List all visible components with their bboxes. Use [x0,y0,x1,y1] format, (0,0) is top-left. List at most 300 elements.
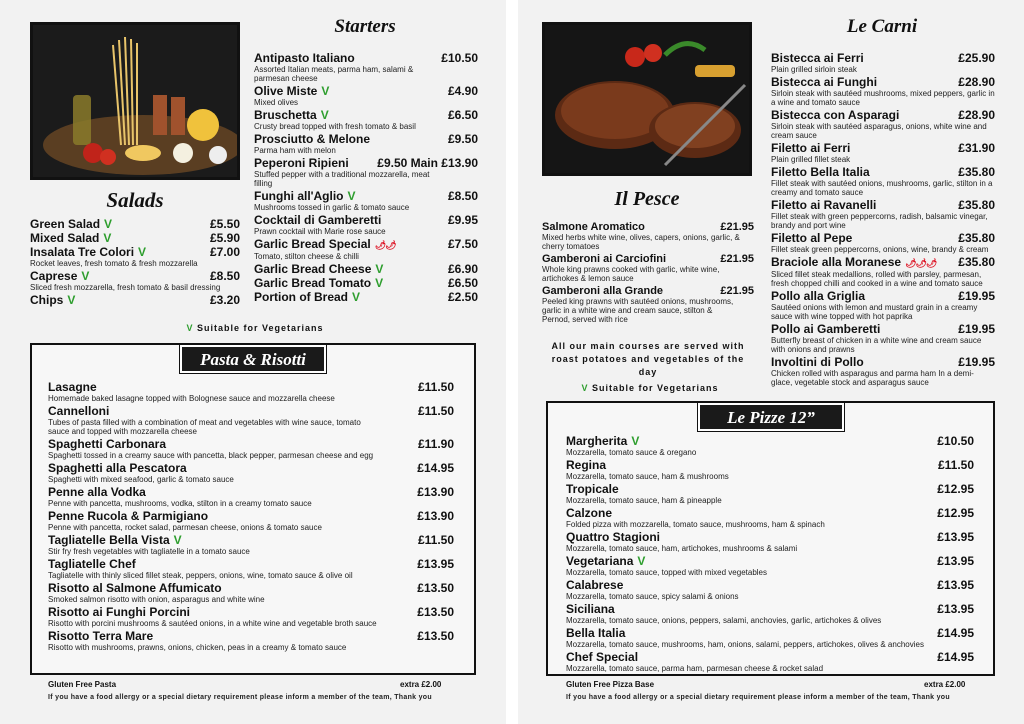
pesce-list [542,221,754,326]
menu-item [254,263,478,276]
menu-item-row [542,285,754,297]
menu-item-name-group [30,270,89,283]
menu-item-price: £7.00 [209,245,240,259]
menu-item-description: Crusty bread topped with fresh tomato & basil [254,122,416,131]
menu-item [566,507,974,529]
menu-item [48,405,454,436]
menu-item-name: Penne alla Vodka [48,485,146,499]
menu-item-row [30,232,240,245]
menu-item-name: Calzone [566,506,613,520]
menu-item-row [254,238,478,252]
menu-item [48,438,454,460]
menu-item-row [771,199,995,212]
menu-item-name-group [48,486,146,499]
menu-item-name: Gamberoni alla Grande [542,285,664,297]
menu-item [566,627,974,649]
menu-item-description: Parma ham with melon [254,146,336,155]
menu-item [30,246,240,268]
menu-item-price: £35.80 [958,165,995,179]
menu-item [771,142,995,164]
menu-item-price: £10.50 [441,51,478,65]
vegetarian-icon: V [321,84,330,98]
menu-item-price: £35.80 [958,231,995,245]
menu-item-description: Plain grilled fillet steak [771,155,851,164]
menu-item-row [254,109,478,122]
menu-item-row [771,256,995,270]
menu-item-row [254,157,478,170]
pasta-banner: Pasta & Risotti [180,345,326,373]
vegetarian-icon: V [375,276,384,290]
menu-item-price: £9.95 [447,213,478,227]
menu-item-name: Filetto Bella Italia [771,165,870,179]
pesce-title: Il Pesce [614,188,680,210]
menu-item [48,606,454,628]
menu-item-row [566,603,974,616]
menu-item [566,531,974,553]
menu-item [254,214,478,236]
menu-item [566,459,974,481]
menu-item [48,534,454,556]
menu-item-description: Stir fry fresh vegetables with tagliatelle in a tomato sauce [48,547,250,556]
menu-item-price: £4.90 [447,84,478,98]
menu-item-description: Folded pizza with mozzarella, tomato sauce, mushrooms, ham & spinach [566,520,825,529]
menu-item [254,190,478,212]
menu-item-description: Mixed olives [254,98,299,107]
menu-item-price: £5.50 [209,217,240,231]
menu-item-description: Plain grilled sirloin steak [771,65,857,74]
menu-item-name-group [254,238,396,252]
menu-item-name: Mixed Salad [30,231,100,245]
veg-note-text: Suitable for Vegetarians [196,323,324,333]
menu-item-name-group [48,462,187,475]
menu-item-row [254,263,478,276]
menu-item-name-group [566,579,623,592]
veg-note [30,322,476,335]
menu-item-row [254,277,478,290]
menu-item-price: £21.95 [720,285,754,297]
gluten-free-pizza-price: extra £2.00 [924,680,966,689]
menu-item-description: Tomato, stilton cheese & chilli [254,252,359,261]
menu-item-price: £13.50 [417,581,454,595]
menu-item-description: Fillet steak with green peppercorns, radish, balsamic vinegar, brandy and port wine [771,212,988,230]
menu-item [254,277,478,290]
menu-item-description: Tubes of pasta filled with a combination of meat and vegetables with wine sauce, tomato sauce and topped with mozzarella cheese [48,418,361,436]
menu-item [771,109,995,140]
menu-item-name: Caprese [30,269,78,283]
menu-item-name-group [771,76,877,89]
menu-item-row [566,435,974,448]
menu-item-name-group [771,199,876,212]
menu-item-description: Whole king prawns cooked with garlic, white wine, artichokes & lemon sauce [542,265,720,283]
starters-list [254,52,478,305]
menu-item-row [48,405,454,418]
chili-icon: 🌶🌶 [374,240,396,250]
menu-item-row [771,166,995,179]
menu-item-row [566,531,974,544]
menu-item-name-group [566,435,639,448]
menu-item-name: Olive Miste [254,84,318,98]
menu-item-description: Rocket leaves, fresh tomato & fresh mozzarella [30,259,198,268]
menu-item-row [48,534,454,547]
menu-item [542,285,754,324]
menu-item-name-group [771,232,852,245]
menu-item-name-group [566,483,619,496]
menu-item-description: Smoked salmon risotto with onion, asparagus and white wine [48,595,265,604]
menu-item-name: Risotto ai Funghi Porcini [48,605,190,619]
menu-item-name-group [254,263,383,276]
menu-item-name: Peperoni Ripieni [254,156,349,170]
menu-item-price: £35.80 [958,255,995,269]
menu-item-description: Spaghetti tossed in a creamy sauce with pancetta, black pepper, parmesan cheese and egg [48,451,374,460]
menu-item-name: Spaghetti alla Pescatora [48,461,187,475]
menu-item-name: Calabrese [566,578,624,592]
menu-item-name-group [254,214,381,227]
menu-item-row [254,85,478,98]
menu-item-price: £13.90 [417,485,454,499]
menu-item-name: Bistecca ai Ferri [771,51,864,65]
menu-item-row [566,627,974,640]
menu-item-name-group [30,232,111,245]
menu-item-name: Bella Italia [566,626,626,640]
menu-item-name: Lasagne [48,380,97,394]
menu-item [254,52,478,83]
menu-item-price: £14.95 [417,461,454,475]
menu-item-description: Sautéed onions with lemon and mustard grain in a creamy sauce with wine topped with hot paprika [771,303,978,321]
menu-item-name-group [48,630,153,643]
vegetarian-icon: V [81,269,90,283]
menu-item-price: £8.50 [209,269,240,283]
menu-item [254,157,478,188]
menu-item-row [542,253,754,265]
menu-item-price: £10.50 [937,434,974,448]
menu-item-price: £9.50 Main £13.90 [377,156,478,170]
menu-item [254,109,478,131]
menu-item-name: Prosciutto & Melone [254,132,371,146]
menu-item [566,651,974,673]
menu-item-price: £6.50 [447,276,478,290]
menu-item-name: Cannelloni [48,404,110,418]
menu-item [771,166,995,197]
menu-item-row [771,323,995,336]
menu-item-row [48,438,454,451]
pizze-banner: Le Pizze 12” [698,403,844,431]
menu-item-description: Mixed herbs white wine, olives, capers, onions, garlic, & cherry tomatoes [542,233,740,251]
menu-item-name: Margherita [566,434,628,448]
menu-item-row [48,381,454,394]
menu-item-row [566,651,974,664]
menu-item-name-group [48,606,190,619]
menu-item-description: Sliced fillet steak medallions, rolled with parsley, parmesan, fresh chopped chilli and cooked in a wine and tomato sauce [771,270,983,288]
menu-item [254,238,478,261]
menu-item-name-group [771,323,880,336]
menu-item-price: £6.50 [447,108,478,122]
menu-item-row [566,483,974,496]
menu-item [566,483,974,505]
menu-item-price: £13.95 [937,530,974,544]
menu-item-row [566,459,974,472]
carni-title: Le Carni [846,16,918,37]
menu-item-name: Tropicale [566,482,619,496]
menu-item-name: Cocktail di Gamberetti [254,213,382,227]
menu-item-name: Filetto al Pepe [771,231,853,245]
menu-item-row [30,294,240,307]
right-menu-page [518,0,1024,724]
menu-item-row [771,290,995,303]
menu-item-description: Penne with pancetta, mushrooms, vodka, stilton in a creamy tomato sauce [48,499,312,508]
menu-item-name-group [48,381,97,394]
menu-item [254,85,478,107]
menu-item-description: Chicken rolled with asparagus and parma ham In a demi-glace, vegetable stock and asparagus sauce [771,369,974,387]
menu-item-price: £7.50 [447,237,478,251]
menu-item-name-group [254,85,329,98]
menu-item-name-group [254,109,329,122]
menu-item-row [771,76,995,89]
menu-item-row [30,246,240,259]
menu-item-name: Portion of Bread [254,290,349,304]
menu-item-row [566,507,974,520]
menu-item-name: Risotto Terra Mare [48,629,154,643]
veg-note-right [542,382,754,395]
menu-item [566,555,974,577]
menu-item-name-group [254,133,370,146]
menu-item-name: Spaghetti Carbonara [48,437,167,451]
menu-item-name-group [566,507,612,520]
pasta-ingredients-photo [30,22,240,180]
menu-item [771,323,995,354]
menu-item-price: £13.50 [417,605,454,619]
menu-item-name: Risotto al Salmone Affumicato [48,581,222,595]
menu-item [566,435,974,457]
pasta-list [48,381,454,654]
menu-item-name-group [254,277,383,290]
vegetarian-icon: V [320,108,329,122]
menu-item-name-group [566,603,615,616]
vegetarian-icon: V [67,293,76,307]
menu-item-price: £28.90 [958,75,995,89]
menu-item-name: Siciliana [566,602,615,616]
menu-item-price: £31.90 [958,141,995,155]
menu-item-name: Filetto ai Ravanelli [771,198,877,212]
menu-item-description: Penne with pancetta, rocket salad, parmesan cheese, onions & tomato sauce [48,523,322,532]
menu-item-row [254,190,478,203]
menu-item-name: Green Salad [30,217,101,231]
menu-item-price: £25.90 [958,51,995,65]
menu-item-name-group [48,405,109,418]
menu-item-name: Pollo ai Gamberetti [771,322,881,336]
menu-item-row [542,221,754,233]
menu-item-row [254,52,478,65]
menu-item-name-group [771,290,865,303]
vegetarian-icon: V [104,217,113,231]
menu-item-name: Salmone Aromatico [542,221,645,233]
menu-item [48,486,454,508]
vegetarian-icon: V [352,290,361,304]
allergy-note-right: If you have a food allergy or a special dietary requirement please inform a member of the team, Thank you [566,694,950,701]
menu-item-name-group [48,438,166,451]
menu-item-name-group [48,534,182,547]
menu-item-description: Mozzarella, tomato sauce, topped with mixed vegetables [566,568,767,577]
gluten-free-pasta: Gluten Free Pasta [48,680,117,689]
menu-item [30,270,240,292]
menu-item-name-group [771,256,936,270]
vegetarian-icon: V [347,189,356,203]
menu-item-description: Tagliatelle with thinly sliced fillet steak, peppers, onions, wine, tomato sauce & olive oil [48,571,353,580]
menu-item-description: Sirloin steak with sautéed asparagus, onions, white wine and cream sauce [771,122,987,140]
menu-item-price: £11.50 [937,458,974,472]
menu-item-name-group [566,555,645,568]
menu-item-description: Mozzarella, tomato sauce, ham, artichokes, mushrooms & salami [566,544,798,553]
menu-item-row [771,52,995,65]
menu-item-name-group [48,558,136,571]
allergy-note: If you have a food allergy or a special dietary requirement please inform a member of the team, Thank you [48,694,432,701]
menu-item-price: £8.50 [447,189,478,203]
vegetarian-icon: V [375,262,384,276]
menu-item-row [48,606,454,619]
menu-item-name-group [542,285,663,297]
menu-item-row [771,232,995,245]
vegetarian-icon: V [103,231,112,245]
menu-item-row [48,486,454,499]
menu-item-description: Spaghetti with mixed seafood, garlic & tomato sauce [48,475,234,484]
menu-item [30,294,240,307]
menu-item-name-group [30,218,112,231]
menu-item-name-group [771,356,864,369]
menu-item-name: Insalata Tre Colori [30,245,135,259]
carni-list [771,52,995,389]
menu-item-name-group [542,221,645,233]
pizze-list [566,435,974,675]
menu-item-description: Mozzarella, tomato sauce, ham & mushrooms [566,472,729,481]
menu-item-name: Filetto ai Ferri [771,141,851,155]
menu-item-price: £11.50 [417,404,454,418]
menu-item-name: Involtini di Pollo [771,355,864,369]
menu-item-price: £9.50 [447,132,478,146]
menu-item-name: Funghi all'Aglio [254,189,344,203]
menu-item-name-group [48,510,208,523]
menu-item-description: Mozzarella, tomato sauce, mushrooms, ham, onions, salami, peppers, artichokes, olives & anchovies [566,640,924,649]
gluten-free-pizza: Gluten Free Pizza Base [566,680,655,689]
menu-item-name: Braciole alla Moranese [771,255,902,269]
menu-item-name: Garlic Bread Tomato [254,276,372,290]
vegetarian-icon: V [631,434,640,448]
salads-title: Salads [106,188,164,212]
menu-item-name: Garlic Bread Special [254,237,371,251]
menu-item [771,199,995,230]
menu-item-name-group [254,52,355,65]
menu-item-price: £13.50 [417,629,454,643]
menu-item-description: Assorted Italian meats, parma ham, salami & parmesan cheese [254,65,414,83]
menu-item-description: Sirloin steak with sautéed mushrooms, mixed peppers, garlic in a wine and tomato sauce [771,89,995,107]
menu-item-name-group [30,294,75,307]
menu-item [48,462,454,484]
menu-item-name: Bistecca con Asparagi [771,108,900,122]
menu-item-name-group [48,582,222,595]
menu-item-description: Stuffed pepper with a traditional mozzarella, meat filling [254,170,430,188]
menu-item-price: £14.95 [937,650,974,664]
menu-item-description: Butterfly breast of chicken in a white wine and cream sauce with onions and prawns [771,336,982,354]
menu-item-price: £11.50 [417,533,454,547]
salads-list [30,218,240,308]
menu-item-row [48,630,454,643]
menu-item [771,256,995,288]
menu-item-price: £35.80 [958,198,995,212]
menu-item [771,232,995,254]
menu-item [771,356,995,387]
menu-item-description: Prawn cocktail with Marie rose sauce [254,227,386,236]
menu-item-row [771,356,995,369]
menu-item-name-group [566,627,625,640]
menu-item-name: Pollo alla Griglia [771,289,866,303]
menu-item-row [254,291,478,304]
menu-item-name: Regina [566,458,607,472]
menu-item-price: £19.95 [958,355,995,369]
menu-item-price: £12.95 [937,482,974,496]
gluten-free-pasta-price: extra £2.00 [400,680,442,689]
menu-item-price: £14.95 [937,626,974,640]
menu-item-row [771,109,995,122]
menu-item-name: Tagliatelle Chef [48,557,136,571]
menu-item [566,603,974,625]
menu-item-description: Mushrooms tossed in garlic & tomato sauce [254,203,410,212]
menu-item-price: £2.50 [447,290,478,304]
vegetarian-icon: V [637,554,646,568]
menu-item-name: Chef Special [566,650,639,664]
menu-item-price: £12.95 [937,506,974,520]
menu-item-row [30,218,240,231]
menu-item-name-group [771,142,850,155]
menu-item-name-group [542,253,666,265]
menu-item-description: Mozzarella, tomato sauce, parma ham, parmesan cheese & rocket salad [566,664,824,673]
vegetarian-icon: V [173,533,182,547]
menu-item-name: Gamberoni ai Carciofini [542,253,667,265]
menu-item-name-group [254,291,360,304]
menu-item-name: Vegetariana [566,554,634,568]
menu-item [48,582,454,604]
menu-item-price: £11.50 [417,380,454,394]
menu-item-name: Bistecca ai Funghi [771,75,878,89]
starters-title: Starters [334,16,396,37]
menu-item-description: Fillet steak green peppercorns, onions, wine, brandy & cream [771,245,989,254]
menu-item-description: Mozzarella, tomato sauce, spicy salami & onions [566,592,739,601]
steak-photo [542,22,752,176]
veg-note-right-text: Suitable for Vegetarians [591,383,719,393]
menu-item-price: £3.20 [209,293,240,307]
menu-item-row [48,582,454,595]
menu-item-price: £13.95 [937,578,974,592]
veg-symbol-right: V [581,383,589,393]
menu-item-description: Sliced fresh mozzarella, fresh tomato & basil dressing [30,283,221,292]
menu-item-name: Antipasto Italiano [254,51,355,65]
left-menu-page [0,0,506,724]
menu-item-price: £21.95 [720,221,754,233]
veg-symbol: V [186,323,194,333]
menu-item [30,232,240,245]
menu-item [48,381,454,403]
menu-item-row [48,510,454,523]
menu-item-price: £13.90 [417,509,454,523]
menu-item-row [48,462,454,475]
menu-item [566,579,974,601]
menu-item-name: Penne Rucola & Parmigiano [48,509,209,523]
menu-item-price: £21.95 [720,253,754,265]
menu-item-description: Mozzarella, tomato sauce, onions, peppers, salami, anchovies, garlic, artichokes & olives [566,616,882,625]
menu-item [48,558,454,580]
menu-item [254,291,478,304]
menu-item [771,290,995,321]
menu-item [254,133,478,155]
vegetarian-icon: V [138,245,147,259]
served-note: All our main courses are served with roast potatoes and vegetables of the day [551,341,745,377]
